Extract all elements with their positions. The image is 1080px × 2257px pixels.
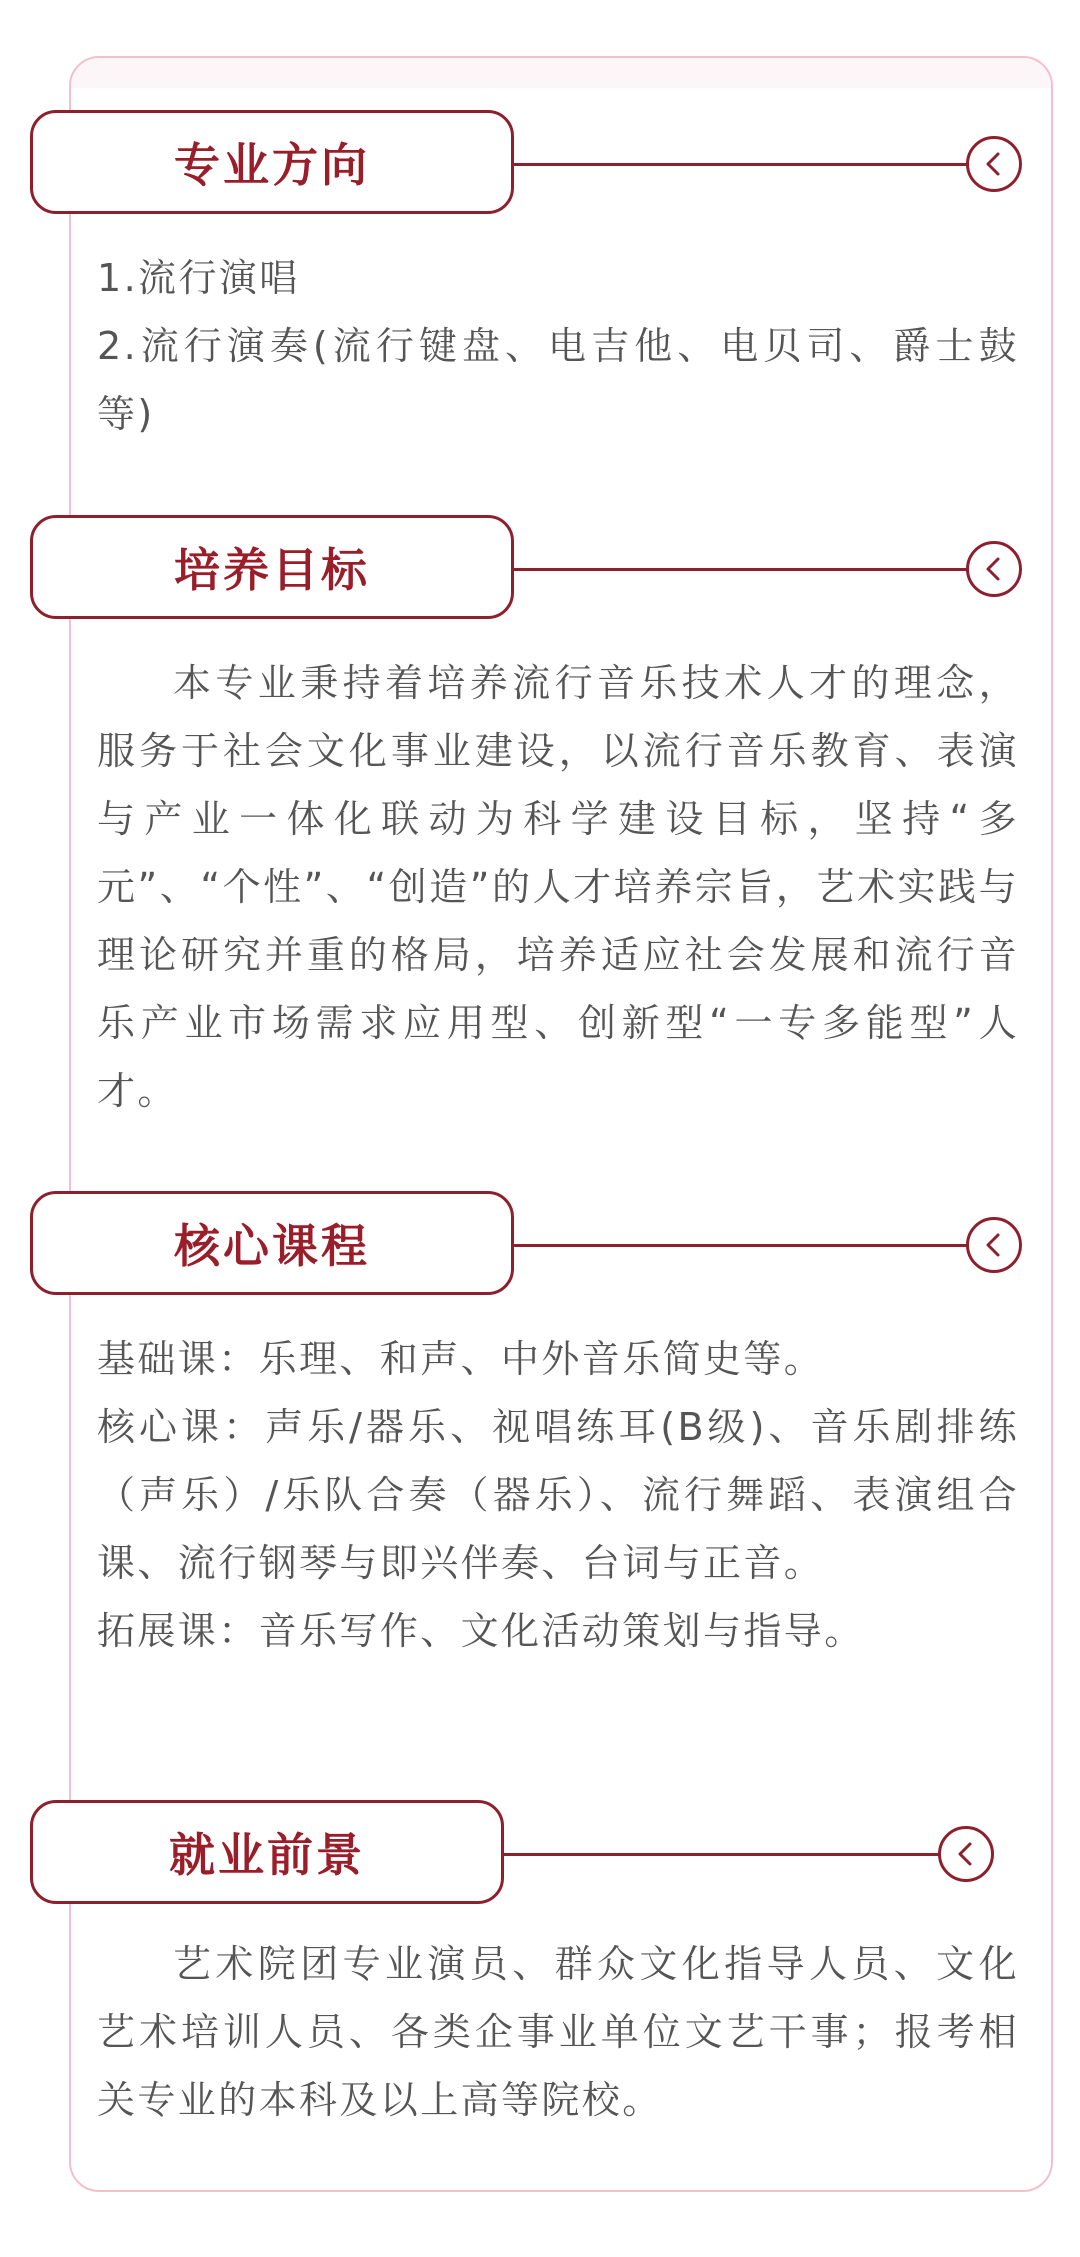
chevron-left-circle-icon (966, 136, 1022, 192)
section-divider-line (504, 1853, 942, 1856)
paragraph: 本专业秉持着培养流行音乐技术人才的理念，服务于社会文化事业建设，以流行音乐教育、表演与产业一体化联动为科学建设目标，坚持“多元”、“个性”、“创造”的人才培养宗旨，艺术实践与理论研究并重的格局，培养适应社会发展和流行音乐产业市场需求应用型、创新型“一专多能型”人才。 (97, 661, 1019, 1113)
list-item: 基础课：乐理、和声、中外音乐简史等。 (97, 1337, 825, 1381)
list-item: 2.流行演奏(流行键盘、电吉他、电贝司、爵士鼓等) (97, 324, 1019, 436)
section-body (97, 1325, 1019, 1665)
section-title: 专业方向 (174, 138, 370, 192)
chevron-left-circle-icon (966, 1217, 1022, 1273)
section-divider-line (514, 568, 969, 571)
section-body (97, 1930, 1019, 2134)
chevron-left-circle-icon (938, 1826, 994, 1882)
chevron-left-circle-icon (966, 541, 1022, 597)
list-item: 拓展课：音乐写作、文化活动策划与指导。 (97, 1609, 865, 1653)
section-title: 培养目标 (174, 543, 370, 597)
section-divider-line (514, 163, 969, 166)
list-item: 1.流行演唱 (97, 256, 300, 300)
section-title-box (30, 1191, 514, 1295)
section-title-box (30, 515, 514, 619)
section-title: 核心课程 (174, 1219, 370, 1273)
paragraph: 艺术院团专业演员、群众文化指导人员、文化艺术培训人员、各类企事业单位文艺干事；报考相关专业的本科及以上高等院校。 (97, 1942, 1019, 2122)
section-body (97, 649, 1019, 1125)
section-title: 就业前景 (169, 1828, 365, 1882)
section-title-box (30, 1800, 504, 1904)
section-divider-line (514, 1244, 969, 1247)
section-body (97, 244, 1019, 448)
list-item: 核心课：声乐/器乐、视唱练耳(B级)、音乐剧排练（声乐）/乐队合奏（器乐）、流行舞蹈、表演组合课、流行钢琴与即兴伴奏、台词与正音。 (97, 1405, 1019, 1585)
section-title-box (30, 110, 514, 214)
card-top-tint (71, 58, 1051, 88)
